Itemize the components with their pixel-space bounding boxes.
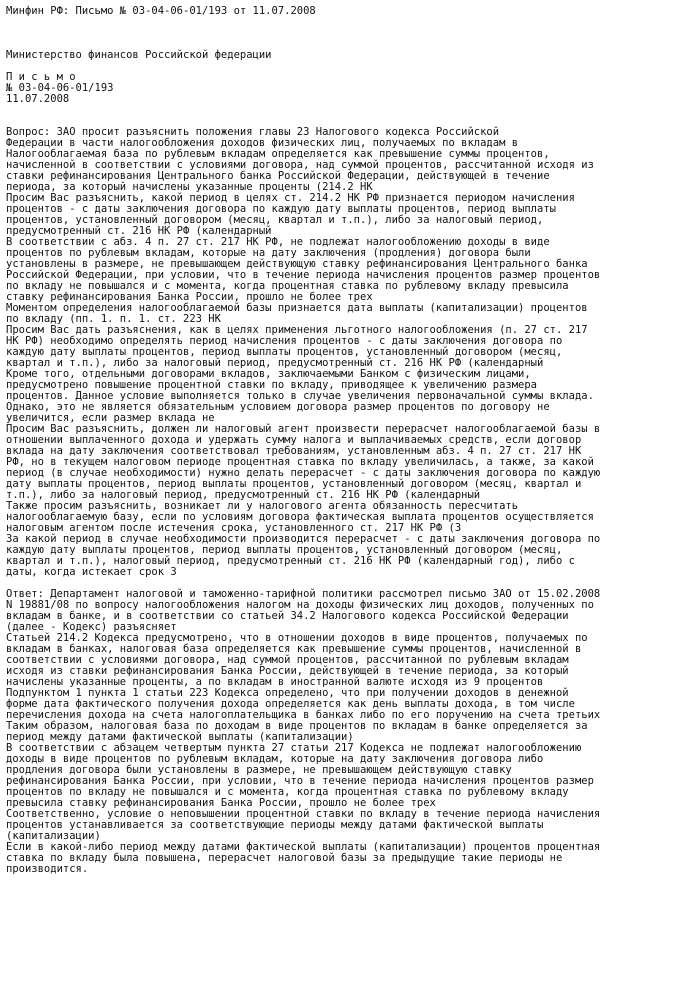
spacer: [6, 61, 694, 72]
question-text-line: предусмотренный ст. 216 НК РФ (календарный: [6, 225, 272, 237]
question-text-line: Моментом определения налогооблагаемой базы признается дата выплаты (капитализации) процентов: [6, 302, 588, 314]
answer-text-line: рефинансирования Банка России, при условии, что в течение периода начисления процентов размер: [6, 775, 594, 787]
question-text-line: установлены в размере, не превышающем действующую ставку рефинансирования Центрального банка: [6, 258, 588, 270]
question-text-line: РФ, но в текущем налоговом периоде процентная ставка по вкладу увеличилась, а также, за какой: [6, 456, 594, 468]
question-text-line: период (в случае необходимости) нужно делать перерасчет - с даты заключения договора по каждую: [6, 467, 601, 479]
document-type: П и с ь м о: [6, 71, 76, 83]
answer-text-line: вкладам в банках, налоговая база определяется как превышение суммы процентов, начисленной в: [6, 643, 582, 655]
question-text-line: увеличится, если размер вклада не: [6, 412, 215, 424]
question-text-line: начисленной в соответствии с условиями договора, над суммой процентов, рассчитанной исходя из: [6, 159, 594, 171]
question-text-line: Также просим разъяснить, возникает ли у налогового агента обязанность пересчитать: [6, 500, 519, 512]
answer-text-line: производится.: [6, 863, 89, 875]
answer-text-line: Если в какой-либо период между датами фактической выплаты (капитализации) процентов процентная: [6, 841, 601, 853]
answer-text-line: процентов по вкладу не повышался и с момента, когда процентная ставка по рублевому вкладу: [6, 786, 569, 798]
question-text-line: налогооблагаемую базу, если по условиям договора фактическая выплата процентов осуществляется: [6, 511, 594, 523]
answer-text-line: доходы в виде процентов по рублевым вкладам, которые на дату заключения договора либо: [6, 753, 544, 765]
answer-text-line: Подпунктом 1 пункта 1 статьи 223 Кодекса определено, что при получении доходов в денежной: [6, 687, 569, 699]
answer-text-line: исходя из ставки рефинансирования Банка России, действующей в течение периода, за который: [6, 665, 569, 677]
question-text-line: периода, за который начислены указанные проценты (214.2 НК: [6, 181, 373, 193]
answer-text-line: соответствии с условиями договора, над суммой процентов, рассчитанной по рублевым вкладам: [6, 654, 569, 666]
question-text-line: Кроме того, отдельными договорами вкладов, заключаемыми Банком с физическим лицами,: [6, 368, 531, 380]
question-text-line: Просим Вас разъяснить, какой период в целях ст. 214.2 НК РФ признается периодом начисления: [6, 192, 575, 204]
document-date: 11.07.2008: [6, 93, 70, 105]
answer-text-line: В соответствии с абзацем четвертым пункта 27 статьи 217 Кодекса не подлежат налогообложению: [6, 742, 582, 754]
question-text-line: Просим Вас дать разъяснения, как в целях применения льготного налогообложения (п. 27 ст. 217: [6, 324, 588, 336]
answer-text-line: продления договора были установлены в размере, не превышающем действующую ставку: [6, 764, 512, 776]
question-text-line: За какой период в случае необходимости производится перерасчет - с даты заключения договора по: [6, 533, 601, 545]
question-text-line: Налогооблагаемая база по рублевым вкладам определяется как превышение суммы процентов,: [6, 148, 550, 160]
answer-text-line: Таким образом, налоговая база по доходам в виде процентов по вкладам в банке определяется за: [6, 720, 588, 732]
answer-text-line: перечисления дохода на счета налогоплательщика в банках либо по его поручению на счета третьих: [6, 709, 601, 721]
question-text-line: отношении выплаченного дохода и удержать сумму налога и выплачиваемых средств, если договор: [6, 434, 582, 446]
answer-text-line: Статьей 214.2 Кодекса предусмотрено, что в отношении доходов в виде процентов, получаемых по: [6, 632, 588, 644]
question-text-line: процентов - с даты заключения договора по каждую дату выплаты процентов, период выплаты: [6, 203, 556, 215]
document-page: [6, 6, 694, 875]
question-text-line: предусмотрено повышение процентной ставки по вкладу, приводящее к увеличению размера: [6, 379, 538, 391]
answer-text-line: вкладам в банке, и в соответствии со статьей 34.2 Налогового кодекса Российской Федерации: [6, 610, 569, 622]
ministry-name: Министерство финансов Российской федерации: [6, 49, 272, 61]
document-header-line: Минфин РФ: Письмо № 03-04-06-01/193 от 11.07.2008: [6, 5, 316, 17]
question-text-line: т.п.), либо за налоговый период, предусмотренный ст. 216 НК РФ (календарный: [6, 489, 481, 501]
question-text-line: ставку рефинансирования Банка России, прошло не более трех: [6, 291, 373, 303]
question-text-line: Российской Федерации, при условии, что в течение периода начисления процентов размер процентов: [6, 269, 601, 281]
question-text-line: Федерации в части налогообложения доходов физических лиц, получаемых по вкладам в: [6, 137, 519, 149]
question-text-line: по вкладу не повышался и с момента, когда процентная ставка по рублевому вкладу превысила: [6, 280, 569, 292]
question-text-line: каждую дату выплаты процентов, период выплаты процентов, установленный договором (месяц,: [6, 346, 563, 358]
document-number: № 03-04-06-01/193: [6, 82, 114, 94]
answer-text-line: Соответственно, условие о неповышении процентной ставки по вкладу в течение периода начисления: [6, 808, 601, 820]
answer-section: [6, 589, 694, 875]
answer-text-line: период между датами фактической выплаты (капитализации): [6, 731, 354, 743]
answer-text-line: (далее - Кодекс) разъясняет: [6, 621, 177, 633]
question-text-line: дату выплаты процентов, период выплаты процентов, установленный договором (месяц, квартал и: [6, 478, 582, 490]
question-text-line: даты, когда истекает срок 3: [6, 566, 177, 578]
question-text-line: квартал и т.п.), либо за налоговый период, предусмотренный ст. 216 НК РФ (календарный: [6, 357, 544, 369]
question-section: [6, 127, 694, 578]
question-text-line: В соответствии с абз. 4 п. 27 ст. 217 НК РФ, не подлежат налогообложению доходы в виде: [6, 236, 550, 248]
answer-text-line: Ответ: Департамент налоговой и таможенно-тарифной политики рассмотрел письмо ЗАО от 15.02.2008: [6, 588, 601, 600]
spacer: [6, 17, 694, 50]
question-text-line: процентов по рублевым вкладам, которые на дату заключения (продления) договора были: [6, 247, 531, 259]
answer-text-line: превысила ставку рефинансирования Банка России, прошло не более трех: [6, 797, 436, 809]
question-text-line: процентов. Данное условие выполняется только в случае увеличения первоначальной суммы вклада.: [6, 390, 594, 402]
answer-text-line: ставка по вкладу была повышена, перерасчет налоговой базы за предыдущие такие периоды не: [6, 852, 563, 864]
answer-text-line: процентов устанавливается за соответствующие периоды между датами фактической выплаты: [6, 819, 544, 831]
question-text-line: процентов, установленный договором (месяц, квартал и т.п.), либо за налоговый период,: [6, 214, 544, 226]
question-text-line: ставки рефинансирования Центрального банка Российской Федерации, действующей в течение: [6, 170, 550, 182]
question-text-line: вклада на дату заключения соответствовал требованиям, установленным абз. 4 п. 27 ст. 217 НК: [6, 445, 582, 457]
question-text-line: по вкладу (пп. 1. п. 1. ст. 223 НК: [6, 313, 221, 325]
question-text-line: Вопрос: ЗАО просит разъяснить положения главы 23 Налогового кодекса Российской: [6, 126, 500, 138]
question-text-line: налоговым агентом после истечения срока, установленного ст. 217 НК РФ (3: [6, 522, 462, 534]
answer-text-line: N 19881/08 по вопросу налогообложения налогом на доходы физических лиц доходов, полученных по: [6, 599, 594, 611]
question-text-line: Просим Вас разъяснить, должен ли налоговый агент произвести перерасчет налогооблагаемой базы в: [6, 423, 601, 435]
answer-text-line: (капитализации): [6, 830, 101, 842]
spacer: [6, 105, 694, 127]
question-text-line: квартал и т.п.), налоговый период, предусмотренный ст. 216 НК РФ (календарный год), либо с: [6, 555, 575, 567]
answer-text-line: начислены указанные проценты, а по вкладам в иностранной валюте исходя из 9 процентов: [6, 676, 544, 688]
question-text-line: каждую дату выплаты процентов, период выплаты процентов, установленный договором (месяц,: [6, 544, 563, 556]
question-text-line: Однако, это не является обязательным условием договора размер процентов по договору не: [6, 401, 550, 413]
answer-text-line: форме дата фактического получения дохода определяется как день выплаты дохода, в том числе: [6, 698, 575, 710]
question-text-line: НК РФ) необходимо определять период начисления процентов - с даты заключения договора по: [6, 335, 563, 347]
